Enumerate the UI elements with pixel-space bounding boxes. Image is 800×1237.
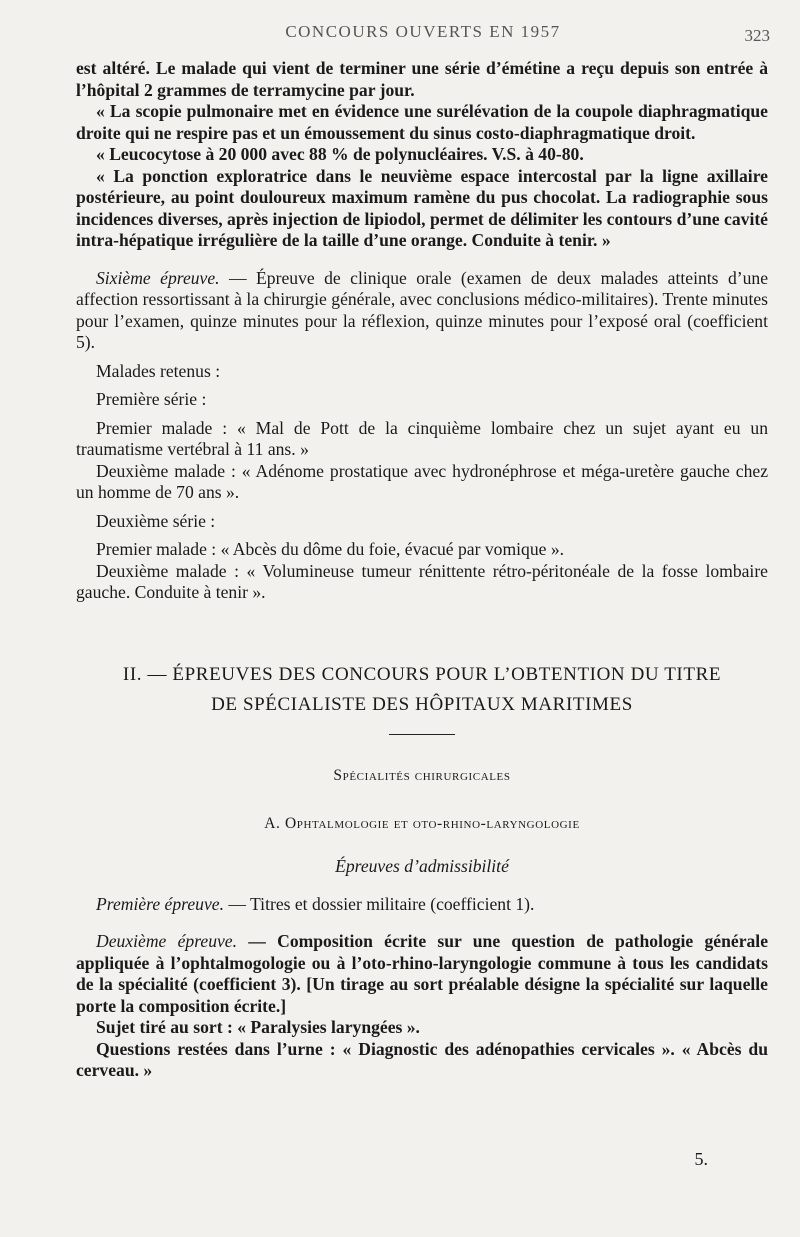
paragraph-questions: Questions restées dans l’urne : « Diagnostic des adénopathies cervicales ». « Abcès du cerveau. » (76, 1038, 768, 1080)
paragraph-sujet: Sujet tiré au sort : « Paralysies laryngées ». (96, 1017, 420, 1037)
section-heading-line-1: II. — ÉPREUVES DES CONCOURS POUR L’OBTENTION DU TITRE (122, 663, 722, 685)
deuxieme-epreuve-text: — Composition écrite sur une question de pathologie générale appliquée à l’ophtalmogologie ou à l’oto-rhino-laryngologie commune à tous les candidats de la spécialité (coefficient 3). [Un tirage au sort préalable désigne la spécialité sur laquelle porte la composition écrite.] (76, 931, 768, 1016)
subheading-ophtalmologie-orl: A. Ophtalmologie et oto-rhino-laryngologie (264, 814, 580, 832)
premiere-epreuve-text: — Titres et dossier militaire (coefficient 1). (223, 893, 535, 914)
premiere-serie: Première série : (96, 389, 207, 409)
paragraph-ponction: « La ponction exploratrice dans le neuvième espace intercostal par la ligne axillaire postérieure, au point douloureux maximum ramène du pus chocolat. La radiographie sous incidences diverses, après injection de lipiodol, permet de délimiter les contours d’une cavité intra-hépatique irrégulière de la taille d’une orange. Conduite à tenir. » (76, 165, 768, 250)
running-title: CONCOURS OUVERTS EN 1957 (285, 22, 561, 41)
serie2-deuxieme-malade: Deuxième malade : « Volumineuse tumeur rénittente rétro-péritonéale de la fosse lombaire gauche. Conduite à tenir ». (76, 560, 768, 602)
folio-mark: 5. (694, 1149, 708, 1169)
paragraph-premiere-epreuve (76, 894, 768, 916)
premiere-epreuve-label: Première épreuve. (96, 893, 224, 914)
deuxieme-serie: Deuxième série : (96, 510, 216, 531)
paragraph-sixieme-epreuve (76, 268, 768, 354)
paragraph-case-continuation: est altéré. Le malade qui vient de terminer une série d’émétine a reçu depuis son entrée à l’hôpital 2 grammes de terramycine par jour. (76, 58, 768, 100)
sixieme-epreuve-label: Sixième épreuve. (96, 267, 220, 288)
paragraph-deuxieme-epreuve (76, 931, 768, 1017)
section-divider (389, 734, 455, 736)
paragraph-leucocytose: « Leucocytose à 20 000 avec 88 % de polynucléaires. V.S. à 40-80. (96, 144, 584, 164)
subheading-admissibilite: Épreuves d’admissibilité (335, 856, 509, 876)
subheading-specialites: Spécialités chirurgicales (333, 767, 511, 784)
paragraph-scopie: « La scopie pulmonaire met en évidence une surélévation de la coupole diaphragmatique droite qui ne respire pas et un émoussement du sinus costo-diaphragmatique droit. (76, 101, 768, 143)
serie1-deuxieme-malade: Deuxième malade : « Adénome prostatique avec hydronéphrose et méga-uretère gauche chez un homme de 70 ans ». (76, 460, 768, 502)
serie1-premier-malade: Premier malade : « Mal de Pott de la cinquième lombaire chez un sujet ayant eu un traumatisme vertébral à 11 ans. » (76, 417, 768, 459)
malades-retenus: Malades retenus : (96, 360, 221, 381)
page-body (76, 58, 768, 1082)
serie2-premier-malade: Premier malade : « Abcès du dôme du foie, évacué par vomique ». (96, 539, 565, 559)
running-header (76, 22, 770, 46)
sixieme-epreuve-text: — Épreuve de clinique orale (examen de deux malades atteints d’une affection ressortissant à la chirurgie générale, avec conclusions médico-militaires). Trente minutes pour l’examen, quinze minutes pour la réflexion, quinze minutes pour l’exposé oral (coefficient 5). (76, 267, 768, 352)
page-number: 323 (744, 26, 770, 45)
deuxieme-epreuve-label: Deuxième épreuve. (96, 931, 238, 951)
section-heading-line-2: DE SPÉCIALISTE DES HÔPITAUX MARITIMES (211, 693, 633, 715)
section-heading (76, 660, 768, 720)
